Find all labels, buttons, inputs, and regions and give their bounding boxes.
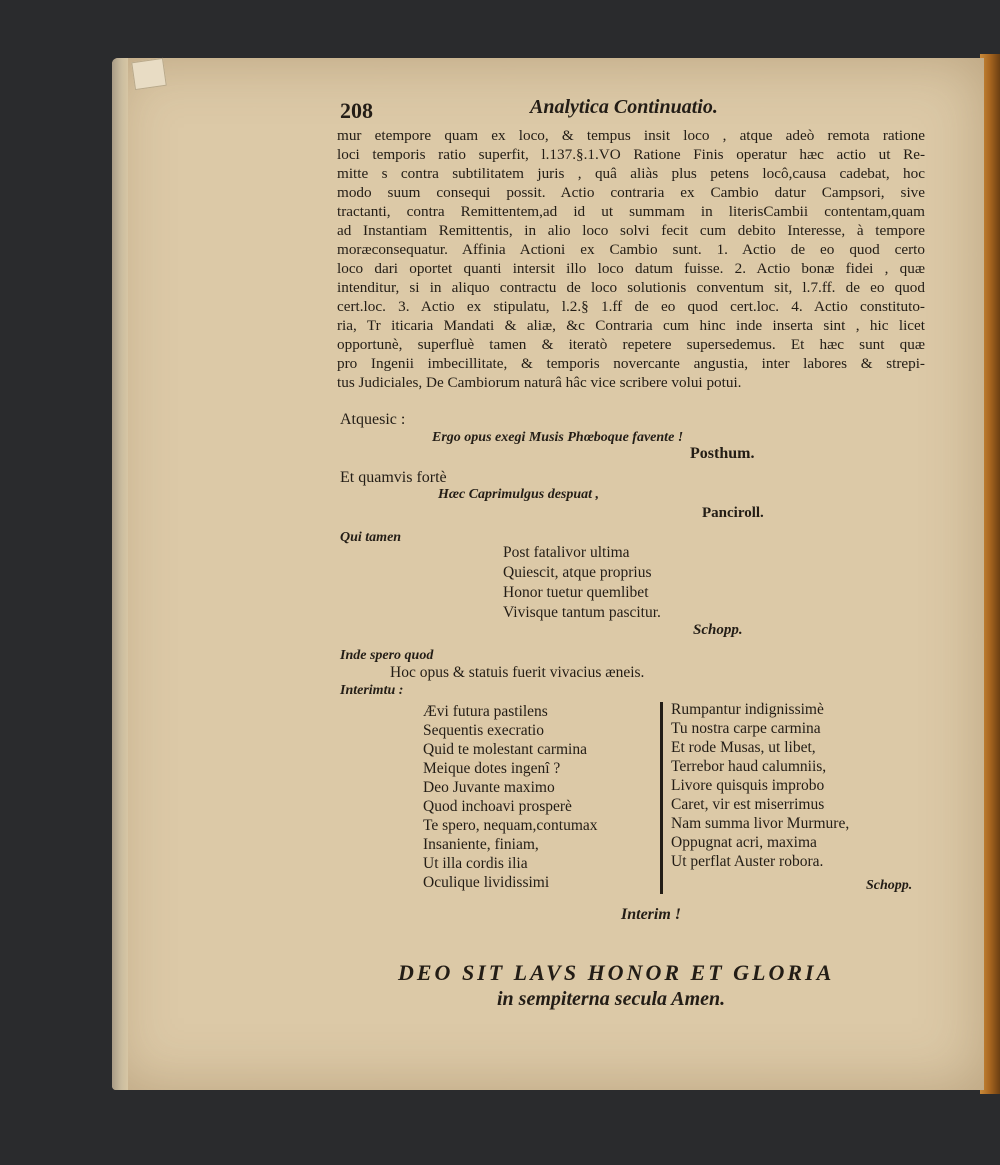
page-fore-edge xyxy=(112,58,128,1090)
verse-right-line: Oppugnat acri, maxima xyxy=(671,834,817,851)
verse-left-line: Quid te molestant carmina xyxy=(423,741,587,758)
body-line: opportunè, superfluè tamen & iteratò repetere supersedemus. Et hæc sunt quæ xyxy=(337,336,925,353)
body-line: moræconsequatur. Affinia Actioni ex Cambio sunt. 1. Actio de eo quod certo xyxy=(337,241,925,258)
verse-line: Post fatalivor ultima xyxy=(503,544,630,561)
verse-left-line: Quod inchoavi prosperè xyxy=(423,798,572,815)
verse-right-line: Tu nostra carpe carmina xyxy=(671,720,821,737)
verse-line: Honor tuetur quemlibet xyxy=(503,584,649,601)
et-quamvis: Et quamvis fortè xyxy=(340,469,447,486)
verse-left-line: Ut illa cordis ilia xyxy=(423,855,528,872)
verse-left-line: Ævi futura pastilens xyxy=(423,703,548,720)
verse-left-line: Insaniente, finiam, xyxy=(423,836,539,853)
author-posthum: Posthum. xyxy=(690,445,755,462)
verse-line: Vivisque tantum pascitur. xyxy=(503,604,661,621)
interim: Interim ! xyxy=(621,906,682,923)
body-line: loco dari oportet quanti intersit illo loco datum fuisse. 2. Actio bonæ fidei , quæ xyxy=(337,260,925,277)
verse-left-line: Deo Juvante maximo xyxy=(423,779,555,796)
atque-sic: Atquesic : xyxy=(340,411,406,428)
body-line: tus Judiciales, De Cambiorum naturâ hâc vice scribere volui potui. xyxy=(337,374,742,391)
body-line: mur etempore quam ex loco, & tempus insit loco , atque adeò remota ratione xyxy=(337,127,925,144)
quote-caprimulgus: Hæc Caprimulgus despuat , xyxy=(438,487,600,502)
verse-right-line: Terrebor haud calumniis, xyxy=(671,758,827,775)
verse-divider xyxy=(660,702,663,894)
interimtu: Interimtu : xyxy=(340,683,404,698)
body-line: loci temporis ratio superfit, l.137.§.1.VO Ratione Finis operatur hæc actio ut Re- xyxy=(337,146,925,163)
paper-tab xyxy=(131,58,167,90)
body-line: tractanti, contra Remittentem,ad id ut summam in literisCambii contentam,quam xyxy=(337,203,925,220)
body-text xyxy=(337,126,925,392)
body-line: modo suum consequi possit. Actio contraria ex Cambio datur Campsori, sive xyxy=(337,184,925,201)
body-line: ad Instantiam Remittentis, in alio loco solvi fecit cum debito Interesse, à tempore xyxy=(337,222,925,239)
inde-spero: Inde spero quod xyxy=(340,648,434,663)
finis-line-2: in sempiterna secula Amen. xyxy=(497,988,726,1010)
author-schopp-2: Schopp. xyxy=(866,878,913,893)
running-title: Analytica Continuatio. xyxy=(530,96,718,118)
body-line: ria, Tr iticaria Mandati & aliæ, &c Contraria cum hinc inde inserta sint , hic licet xyxy=(337,317,925,334)
body-line: intenditur, si in aliquo contractu de loco solutionis conventum sit, l.7.ff. de eo quod xyxy=(337,279,925,296)
body-line: cert.loc. 3. Actio ex stipulatu, l.2.§ 1.ff de eo quod cert.loc. 4. Actio constituto- xyxy=(337,298,925,315)
author-panciroll: Panciroll. xyxy=(702,505,764,521)
qui-tamen: Qui tamen xyxy=(340,530,402,545)
verse-line: Quiescit, atque proprius xyxy=(503,564,652,581)
verse-left-line: Meique dotes ingenî ? xyxy=(423,760,561,777)
verse-right-line: Rumpantur indignissimè xyxy=(671,701,824,718)
verse-left-line: Oculique lividissimi xyxy=(423,874,550,891)
verse-left-line: Sequentis execratio xyxy=(423,722,544,739)
verse-right-line: Caret, vir est miserrimus xyxy=(671,796,825,813)
finis-line-1: DEO SIT LAVS HONOR ET GLORIA xyxy=(398,960,835,985)
page-number: 208 xyxy=(340,98,373,123)
body-line: mitte s contra subtilitatem juris , quâ aliàs plus petens locô,causa cadebat, hoc xyxy=(337,165,925,182)
body-line: pro Ingenii imbecillitate, & temporis novercante angustia, inter labores & strepi- xyxy=(337,355,925,372)
verse-right-line: Et rode Musas, ut libet, xyxy=(671,739,816,756)
verse-right-line: Livore quisquis improbo xyxy=(671,777,825,794)
verse-left-line: Te spero, nequam,contumax xyxy=(423,817,598,834)
author-schopp: Schopp. xyxy=(693,622,743,638)
hoc-opus: Hoc opus & statuis fuerit vivacius æneis. xyxy=(390,664,645,681)
quote-ergo: Ergo opus exegi Musis Phœboque favente ! xyxy=(432,430,684,445)
verse-right-line: Nam summa livor Murmure, xyxy=(671,815,850,832)
verse-right-line: Ut perflat Auster robora. xyxy=(671,853,824,870)
